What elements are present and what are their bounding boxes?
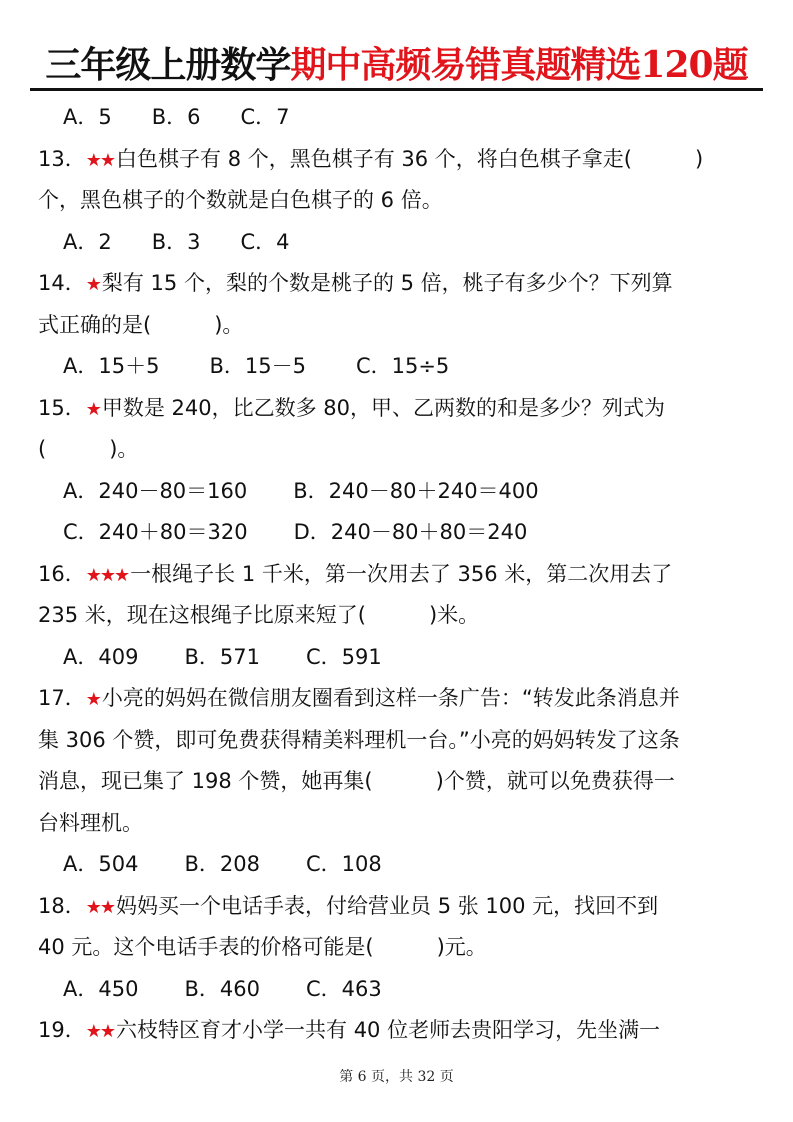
answer-options bbox=[38, 637, 758, 679]
title-black-part: 三年级上册数学 bbox=[45, 44, 291, 86]
question-text: 一根绳子长 1 千米，第一次用去了 356 米，第二次用去了 bbox=[130, 561, 673, 586]
question-number: 19． bbox=[38, 1018, 86, 1042]
question-text-continued: 台料理机。 bbox=[38, 810, 143, 835]
difficulty-stars-icon: ★★ bbox=[85, 896, 115, 918]
answer-options bbox=[38, 222, 758, 264]
option-choice: A．240－80＝160 bbox=[63, 478, 248, 503]
question-line bbox=[38, 388, 758, 430]
option-choice: C．591 bbox=[305, 644, 382, 669]
option-choice: B．15－5 bbox=[209, 354, 306, 378]
title-underline bbox=[30, 88, 763, 91]
question-number: 14． bbox=[38, 271, 86, 295]
question-number: 13． bbox=[38, 146, 86, 171]
question-line bbox=[38, 1010, 758, 1052]
option-choice: A．504 bbox=[63, 852, 139, 876]
difficulty-stars-icon: ★ bbox=[85, 274, 100, 295]
answer-options bbox=[38, 471, 758, 513]
option-choice: C．240＋80＝320 bbox=[63, 520, 248, 544]
option-choice: A．5 bbox=[63, 105, 112, 129]
option-choice: B．460 bbox=[184, 976, 260, 1001]
option-choice: C．15÷5 bbox=[355, 354, 450, 378]
question-text-continued: 集 306 个赞，即可免费获得精美料理机一台。”小亮的妈妈转发了这条 bbox=[38, 727, 680, 752]
question-text: 白色棋子有 8 个，黑色棋子有 36 个，将白色棋子拿走( ) bbox=[116, 146, 704, 171]
option-choice: C．7 bbox=[240, 105, 290, 129]
page-title bbox=[0, 38, 793, 92]
question-number: 15． bbox=[38, 395, 86, 420]
question-number: 18． bbox=[38, 893, 86, 918]
question-line bbox=[38, 139, 758, 181]
answer-options bbox=[38, 346, 758, 388]
question-text-continued: 消息，现已集了 198 个赞，她再集( )个赞，就可以免费获得一 bbox=[38, 769, 675, 793]
option-choice: C．463 bbox=[305, 976, 382, 1001]
question-text: 梨有 15 个，梨的个数是桃子的 5 倍，桃子有多少个？下列算 bbox=[101, 271, 673, 295]
difficulty-stars-icon: ★ bbox=[85, 398, 100, 420]
question-text-continued: 式正确的是( )。 bbox=[38, 312, 244, 337]
title-red-part: 期中高频易错真题精选120题 bbox=[290, 44, 748, 86]
question-list bbox=[38, 97, 758, 1052]
difficulty-stars-icon: ★★ bbox=[85, 1021, 115, 1042]
question-number: 17． bbox=[38, 686, 86, 710]
option-choice: A．2 bbox=[63, 229, 112, 254]
question-number: 16． bbox=[38, 561, 86, 586]
option-choice: C．108 bbox=[305, 852, 382, 876]
option-choice: B．208 bbox=[184, 852, 260, 876]
question-text-continued: 40 元。这个电话手表的价格可能是( )元。 bbox=[38, 935, 487, 959]
option-choice: B．240－80＋240＝400 bbox=[293, 478, 539, 503]
answer-options bbox=[38, 97, 758, 139]
page-footer: 第 6 页，共 32 页 bbox=[339, 1069, 454, 1085]
question-line bbox=[38, 263, 758, 305]
answer-options bbox=[38, 512, 758, 554]
difficulty-stars-icon: ★ bbox=[85, 689, 100, 710]
question-text: 甲数是 240，比乙数多 80，甲、乙两数的和是多少？列式为 bbox=[101, 395, 666, 420]
question-line bbox=[38, 886, 758, 928]
question-text: 妈妈买一个电话手表，付给营业员 5 张 100 元，找回不到 bbox=[116, 893, 659, 918]
question-text: 六枝特区育才小学一共有 40 位老师去贵阳学习，先坐满一 bbox=[116, 1018, 661, 1042]
question-text-continued: ( )。 bbox=[38, 437, 139, 461]
option-choice: A．15＋5 bbox=[63, 354, 160, 378]
option-choice: C．4 bbox=[240, 229, 290, 254]
difficulty-stars-icon: ★★★ bbox=[85, 564, 129, 586]
question-line bbox=[38, 678, 758, 720]
option-choice: B．571 bbox=[184, 644, 260, 669]
question-text-continued: 235 米，现在这根绳子比原来短了( )米。 bbox=[38, 603, 480, 627]
option-choice: D．240－80＋80＝240 bbox=[293, 520, 528, 544]
option-choice: B．6 bbox=[151, 105, 201, 129]
question-text-continued: 个，黑色棋子的个数就是白色棋子的 6 倍。 bbox=[38, 188, 443, 212]
option-choice: B．3 bbox=[151, 229, 201, 254]
answer-options bbox=[38, 844, 758, 886]
question-text: 小亮的妈妈在微信朋友圈看到这样一条广告：“转发此条消息并 bbox=[101, 686, 680, 710]
option-choice: A．409 bbox=[63, 644, 139, 669]
answer-options bbox=[38, 969, 758, 1011]
difficulty-stars-icon: ★★ bbox=[85, 149, 115, 171]
question-line bbox=[38, 554, 758, 596]
option-choice: A．450 bbox=[63, 976, 139, 1001]
